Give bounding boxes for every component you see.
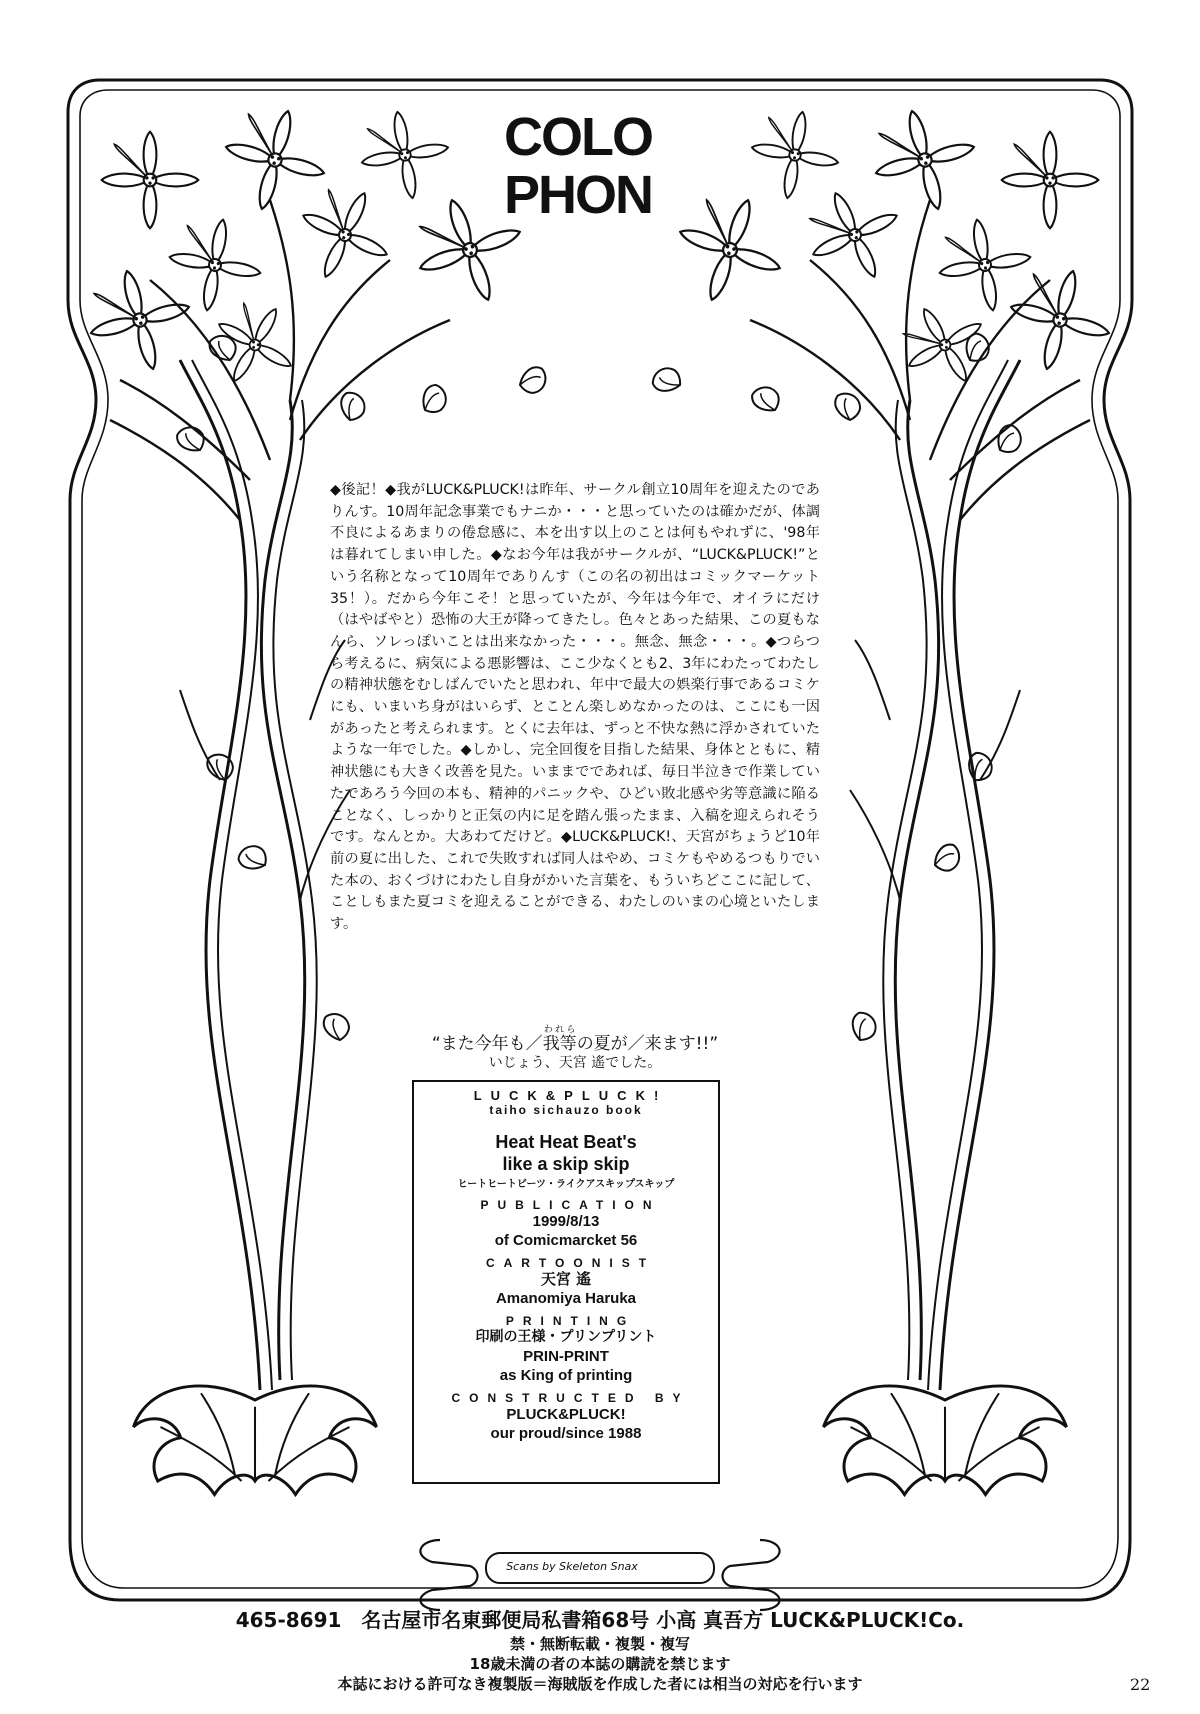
book-title-line-2: like a skip skip bbox=[502, 1154, 630, 1174]
colophon-title bbox=[478, 108, 678, 224]
piracy-notice: 本誌における許可なき複製版＝海賊版を作成した者には相当の対応を行います bbox=[337, 1675, 863, 1693]
copyright-notice: 禁・無断転載・複製・複写 bbox=[509, 1635, 690, 1653]
book-title-kana: ヒートヒートビーツ・ライクアスキップスキップ bbox=[457, 1179, 675, 1190]
constructed-label: CONSTRUCTED BY bbox=[451, 1391, 690, 1405]
quote-before: “また今年も／ bbox=[431, 1034, 543, 1054]
circle-name: LUCK&PLUCK! bbox=[473, 1088, 668, 1103]
credits-box bbox=[412, 1080, 720, 1484]
quote-ruby-base: 我等 bbox=[542, 1034, 577, 1054]
publication-event: of Comicmarcket 56 bbox=[494, 1232, 638, 1249]
publication-label: PUBLICATION bbox=[480, 1198, 661, 1212]
printing-label: PRINTING bbox=[505, 1314, 636, 1328]
closing-quote bbox=[330, 1025, 820, 1054]
quote-ruby-reading: われら bbox=[542, 1025, 577, 1035]
title-line-2: PHON bbox=[503, 165, 652, 225]
printing-name-en: PRIN-PRINT bbox=[523, 1348, 609, 1365]
page-number: 22 bbox=[1130, 1675, 1151, 1694]
cartoonist-name-en: Amanomiya Haruka bbox=[495, 1290, 637, 1307]
publication-date: 1999/8/13 bbox=[532, 1213, 600, 1230]
cartoonist-name-jp: 天宮 遙 bbox=[540, 1270, 592, 1288]
book-title-line-1: Heat Heat Beat's bbox=[495, 1132, 637, 1152]
title-line-1: COLO bbox=[504, 107, 652, 167]
printing-name-jp: 印刷の王様・プリンプリント bbox=[475, 1329, 657, 1345]
printing-tagline: as King of printing bbox=[499, 1367, 633, 1384]
quote-ruby bbox=[542, 1025, 577, 1054]
constructed-tagline: our proud/since 1988 bbox=[490, 1425, 642, 1442]
cartoonist-label: CARTOONIST bbox=[485, 1256, 656, 1270]
essay-paragraph: ◆後記！◆我がLUCK&PLUCK!は昨年、サークル創立10周年を迎えたのでありんす。10周年記念事業でもナニか・・・と思っていたのは確かだが、体調不良によるあまりの倦怠感に、本を出す以上のことは何もやれずに、'98年は暮れてしまい申した。◆なお今年は我がサークルが、“LUCK&PLUCK!”という名称となって10周年でありんす（この名の初出はコミックマーケット35！）。だから今年こそ！と思っていたが、今年は今年で、オイラにだけ（はやばやと）恐怖の大王が降ってきたし。色々とあった結果、この夏もなんら、ソレっぽいことは出来なかった・・・。無念、無念・・・。◆つらつら考えるに、病気による悪影響は、ここ少なくとも2、3年にわたってわたしの精神状態をむしばんでいたと思われ、年中で最大の娯楽行事であるコミケにも、いまいち身がはいらず、とことん楽しめなかったのは、ここにも一因があったと考えられます。とくに去年は、ずっと不快な熱に浮かされていたような一年でした。◆しかし、完全回復を目指した結果、身体とともに、精神状態にも大きく改善を見た。いままでであれば、毎日半泣きで作業していたであろう今回の本も、精神的パニックや、ひどい敗北感や劣等意識に陥ることなく、しっかりと正気の内に足を踏ん張ったまま、入稿を迎えられそうです。なんとか。大あわてだけど。◆LUCK&PLUCK!、天宮がちょうど10年前の夏に出した、これで失敗すれば同人はやめ、コミケもやめるつもりでいた本の、おくづけにわたし自身がかいた言葉を、もういちどここに記して、ことしもまた夏コミを迎えることができる、わたしのいまの心境といたします。 bbox=[330, 482, 820, 933]
series-name: taiho sichauzo book bbox=[489, 1103, 643, 1117]
publisher-address: 465-8691 名古屋市名東郵便局私書箱68号 小高 真吾方 LUCK&PLUCK!Co. bbox=[235, 1608, 965, 1632]
scan-credit: Scans by Skeleton Snax bbox=[506, 1560, 638, 1573]
age-restriction-notice: 18歳未満の者の本誌の購読を禁じます bbox=[469, 1655, 731, 1673]
author-signoff: いじょう、天宮 遙でした。 bbox=[488, 1055, 662, 1071]
quote-after: の夏が／来ます!!” bbox=[576, 1034, 719, 1054]
afterword-essay bbox=[330, 480, 820, 936]
constructed-name: PLUCK&PLUCK! bbox=[506, 1406, 626, 1423]
